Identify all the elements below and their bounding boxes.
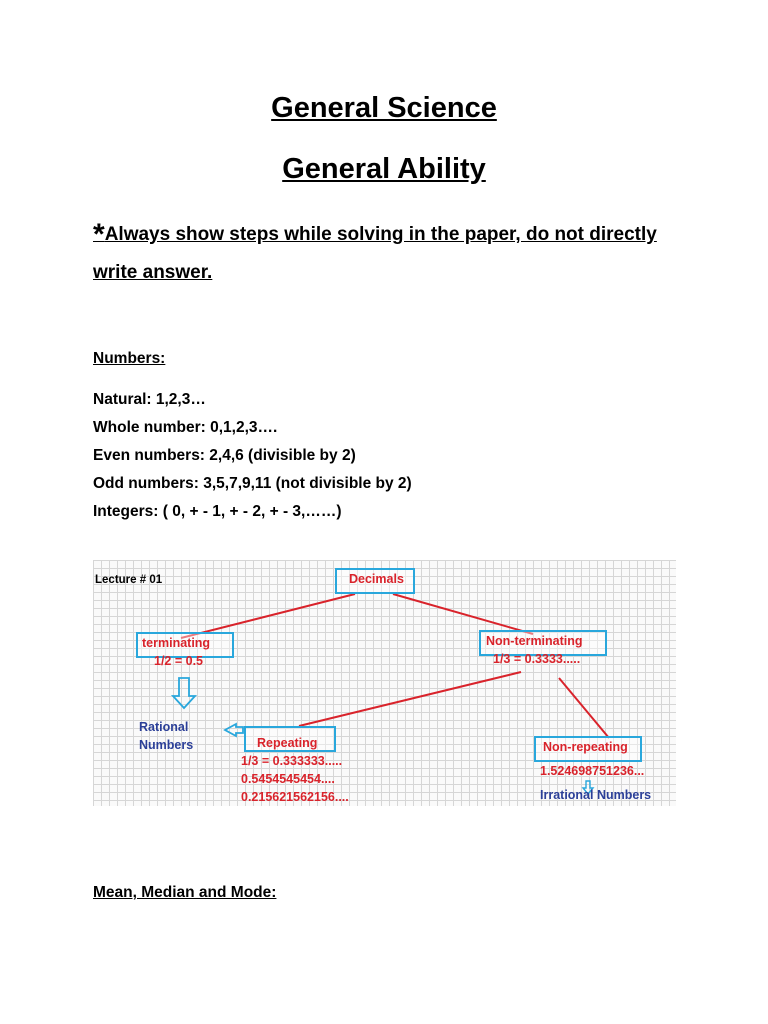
- rational-label-line2: Numbers: [139, 738, 194, 752]
- repeating-label: Repeating: [257, 736, 318, 750]
- non-terminating-label: Non-terminating: [486, 634, 583, 648]
- instruction-note: [93, 216, 683, 292]
- decimals-diagram: [93, 560, 676, 806]
- document-title: General Science: [271, 92, 497, 124]
- repeating-example: 0.215621562156....: [241, 790, 349, 804]
- terminating-example: 1/2 = 0.5: [154, 654, 203, 668]
- irrational-label: Irrational Numbers: [540, 788, 652, 802]
- down-arrow-icon: [173, 678, 195, 708]
- list-item: Even numbers: 2,4,6 (divisible by 2): [93, 447, 356, 464]
- repeating-example: 0.5454545454....: [241, 772, 335, 786]
- document-subtitle: General Ability: [282, 153, 486, 185]
- non-repeating-label: Non-repeating: [543, 740, 628, 754]
- mean-median-mode-heading: Mean, Median and Mode:: [93, 884, 277, 901]
- non-terminating-example: 1/3 = 0.3333.....: [493, 652, 581, 666]
- decimals-label: Decimals: [349, 572, 404, 586]
- numbers-heading: Numbers:: [93, 350, 166, 367]
- lecture-label: Lecture # 01: [95, 574, 163, 586]
- rational-label-line1: Rational: [139, 720, 189, 734]
- repeating-example: 1/3 = 0.333333.....: [241, 754, 343, 768]
- numbers-list: [93, 386, 412, 526]
- left-arrow-icon: [225, 724, 243, 736]
- line-nonterminating-nonrepeating: [559, 678, 609, 738]
- asterisk: *: [93, 218, 105, 251]
- line-decimals-nonterminating: [393, 594, 533, 634]
- list-item: Whole number: 0,1,2,3….: [93, 419, 278, 436]
- non-repeating-example: 1.524698751236...: [540, 764, 645, 778]
- terminating-label: terminating: [142, 636, 211, 650]
- instruction-text: Always show steps while solving in the paper, do not directly write answer.: [93, 224, 657, 283]
- list-item: Odd numbers: 3,5,7,9,11 (not divisible by 2): [93, 475, 412, 492]
- list-item: Natural: 1,2,3…: [93, 391, 206, 408]
- list-item: Integers: ( 0, + - 1, + - 2, + - 3,……): [93, 503, 342, 520]
- line-nonterminating-repeating: [299, 672, 521, 726]
